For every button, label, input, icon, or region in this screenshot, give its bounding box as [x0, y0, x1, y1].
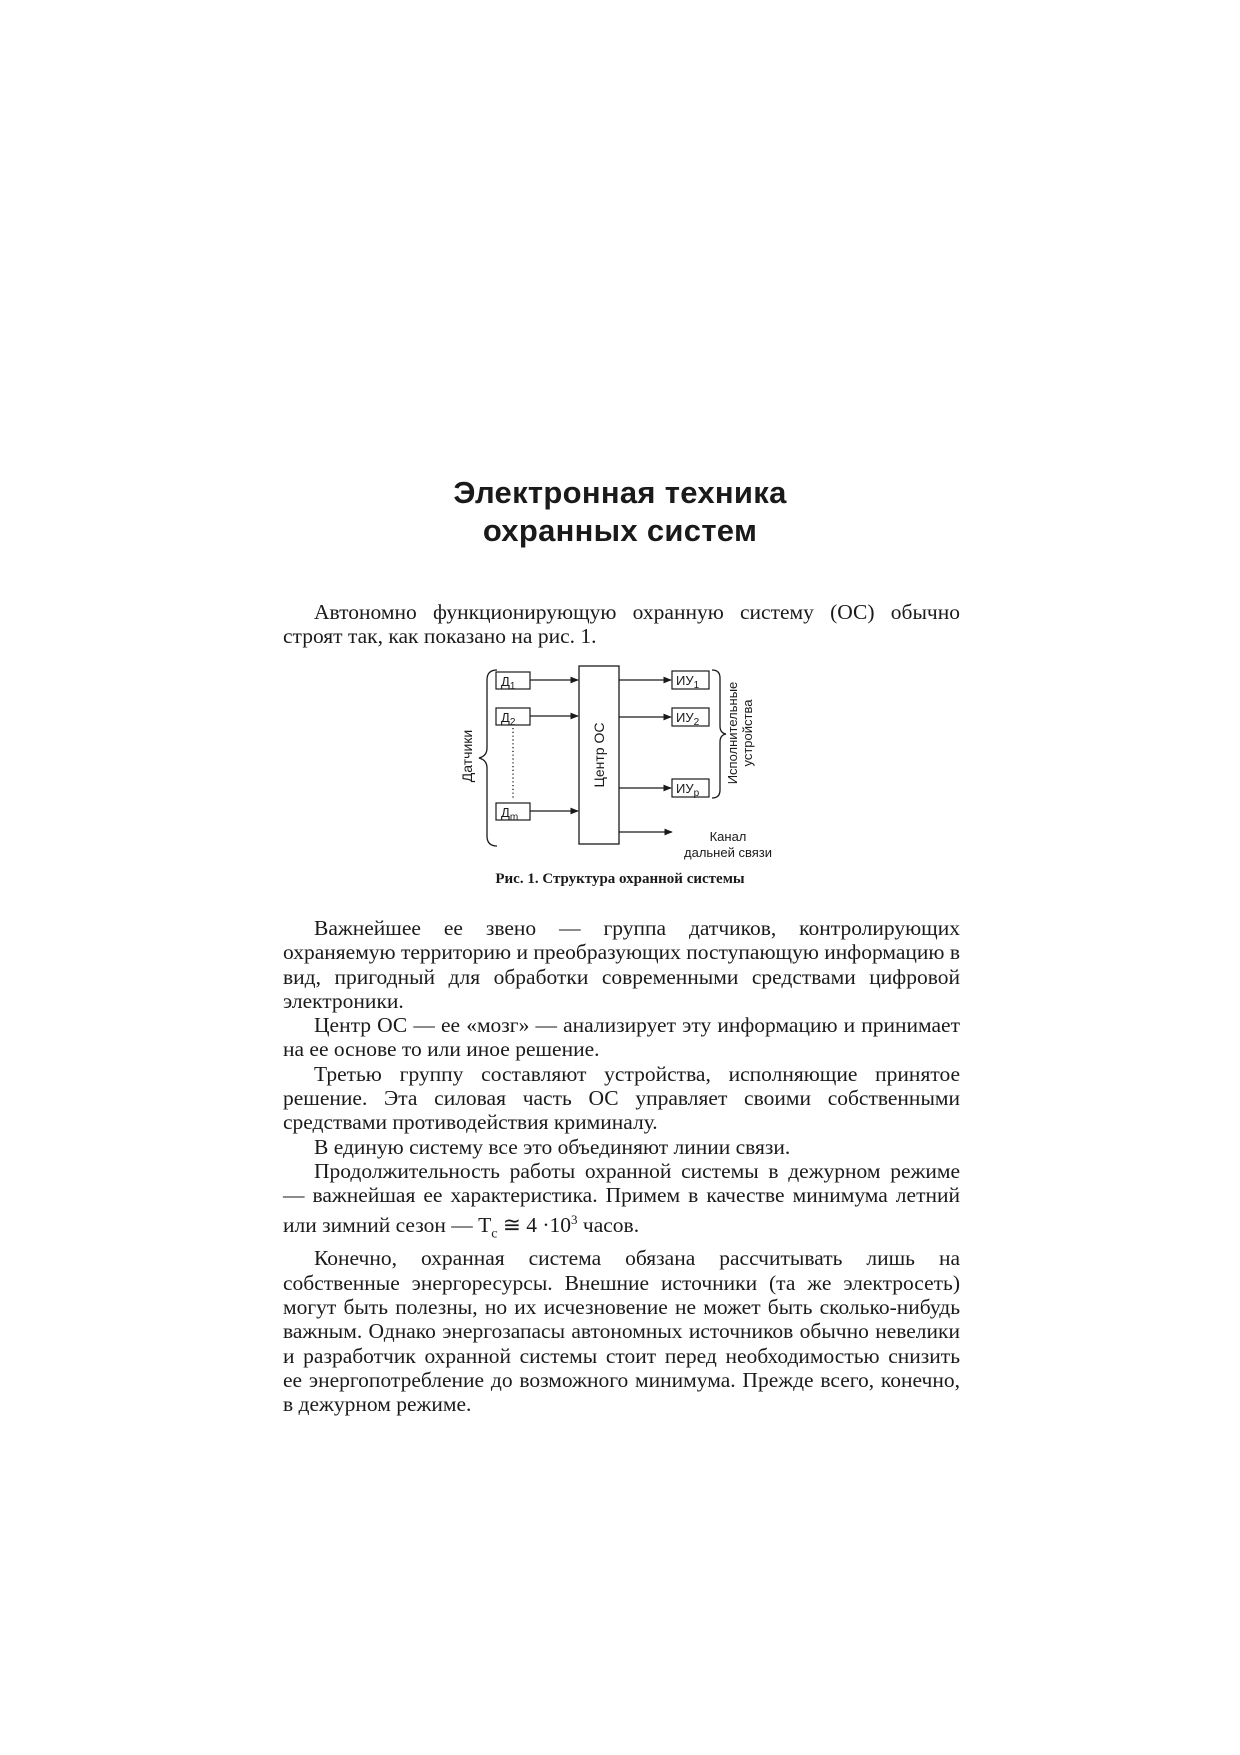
main-text [283, 916, 960, 1416]
svg-text:Д1: $Д_1$ [501, 674, 516, 692]
svg-text:Д2: $Д_2$ [501, 710, 516, 728]
paragraph-with-formula [283, 1159, 960, 1246]
sensor-box [496, 672, 530, 692]
paragraph: Третью группу составляют устройства, исполняющие принятое решение. Эта силовая часть ОС управляет своими собственными средствами противодействия криминалу. [283, 1061, 960, 1135]
svg-text:ИУ2: $ИУ_2$ [676, 710, 700, 728]
actuator-box [672, 671, 709, 691]
paragraph-text: Продолжительность работы охранной системы в дежурном режиме — важнейшая ее характеристика. Примем в качестве минимума летний или зимний сезон — T [283, 1158, 960, 1237]
svg-text:ИУ1: $ИУ_1$ [676, 673, 700, 691]
channel-label-line-1: Канал [709, 829, 747, 844]
channel-label-line-2: дальней связи [684, 845, 772, 860]
security-system-diagram [450, 664, 790, 864]
paragraph: Центр ОС — ее «мозг» — анализирует эту информацию и принимает на ее основе то или иное решение. [283, 1013, 960, 1062]
figure-caption: Рис. 1. Структура охранной системы [495, 871, 745, 887]
paragraph: Важнейшее ее звено — группа датчиков, контролирующих охраняемую территорию и преобразующих поступающую информацию в вид, пригодный для обработки современными средствами цифровой электроники. [283, 916, 960, 1013]
title-line-1: Электронная техника [453, 475, 787, 510]
formula-approx: ≅ 4 ·10 [497, 1212, 572, 1237]
paragraph: В единую систему все это объединяют линии связи. [314, 1134, 791, 1159]
svg-text:ИУp: $ИУ_p$ [676, 781, 700, 799]
actuators-group-label-line-2: устройства [740, 699, 755, 767]
sensor-box [496, 708, 530, 728]
intro-paragraph: Автономно функционирующую охранную систему (ОС) обычно строят так, как показано на рис. 1. [283, 600, 960, 649]
sensors-brace [479, 670, 497, 846]
formula-exponent: 3 [571, 1211, 578, 1227]
page-title [0, 474, 1240, 550]
sensors-group-label: Датчики [459, 729, 475, 783]
formula-subscript: с [491, 1226, 498, 1242]
actuators-group-label-line-1: Исполнительные [725, 681, 740, 785]
svg-text:Дm: $Д_m$ [501, 805, 519, 823]
title-line-2: охранных систем [482, 513, 758, 548]
sensor-box [496, 803, 530, 823]
actuator-box [672, 708, 709, 728]
actuator-box [672, 779, 709, 799]
actuators-brace [712, 670, 726, 798]
center-label: Центр ОС [591, 722, 607, 788]
paragraph: Конечно, охранная система обязана рассчитывать лишь на собственные энергоресурсы. Внешние источники (та же электросеть) могут быть полезны, но их исчезновение не может быть сколько-нибудь важным. Однако энергозапасы автономных источников обычно невелики и разработчик охранной системы стоит перед необходимостью снизить ее энергопотребление до возможного минимума. Прежде всего, конечно, в дежурном режиме. [283, 1246, 960, 1417]
intro-paragraph-block [283, 600, 960, 649]
formula-tail: часов. [577, 1212, 640, 1237]
